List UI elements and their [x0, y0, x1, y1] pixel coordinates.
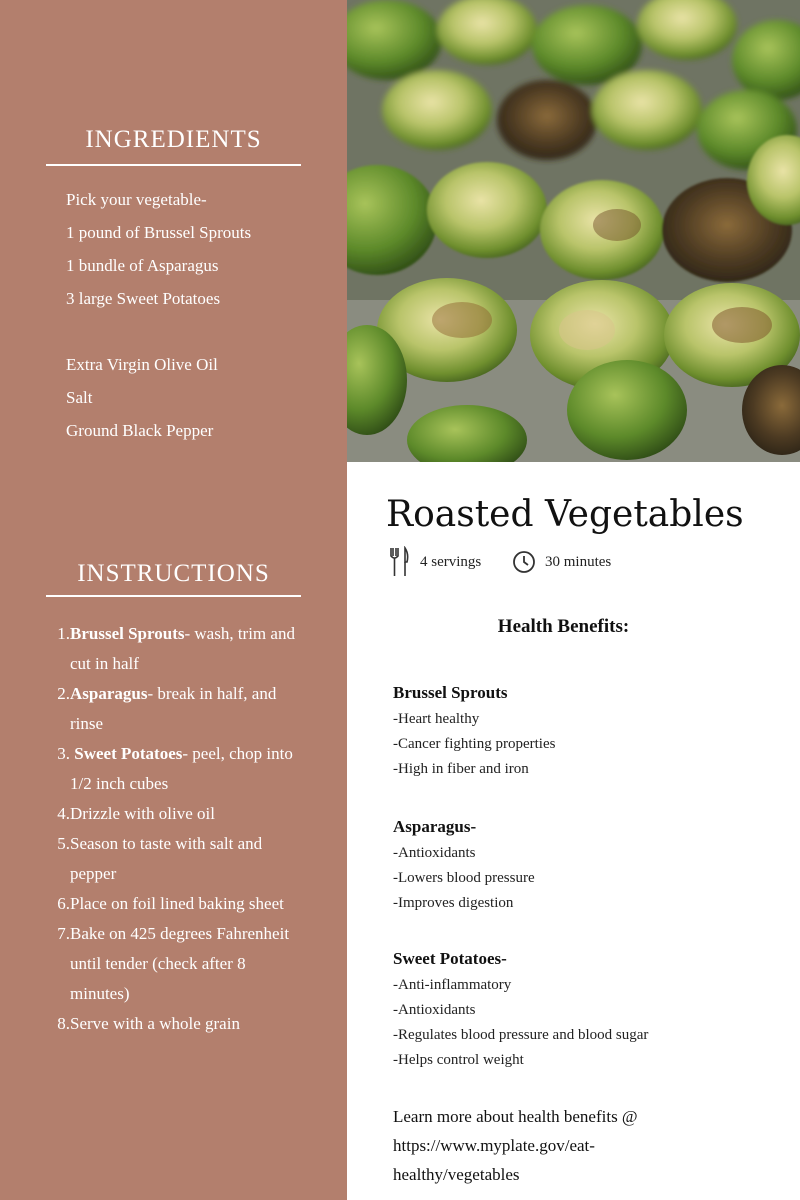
ingredients-title: INGREDIENTS [85, 126, 262, 153]
instruction-step [55, 679, 305, 739]
ingredient-item: Ground Black Pepper [66, 421, 214, 440]
benefit-group-brussel-sprouts [393, 679, 555, 782]
benefit-item: -Helps control weight [393, 1052, 524, 1068]
instruction-step [55, 619, 305, 679]
benefit-group-name: Brussel Sprouts [393, 683, 508, 702]
benefit-item: -Lowers blood pressure [393, 870, 535, 886]
servings-text: 4 servings [420, 553, 482, 570]
ingredients-sidebar [0, 0, 347, 1200]
benefit-item: -Heart healthy [393, 711, 480, 727]
step-number: 4. [57, 804, 70, 823]
step-number: 2. [57, 684, 70, 703]
benefit-item: -Antioxidants [393, 1002, 476, 1018]
step-text: Bake on 425 degrees Fahrenheit until tender (check after 8 minutes) [70, 924, 290, 1003]
instruction-step [55, 829, 305, 889]
ingredient-item: 1 bundle of Asparagus [66, 256, 219, 275]
benefit-group-name: Asparagus- [393, 817, 477, 836]
ingredient-item: Salt [66, 388, 93, 407]
step-number: 1. [57, 624, 70, 643]
step-number: 7. [57, 924, 70, 943]
benefit-item: -Regulates blood pressure and blood sugar [393, 1027, 649, 1043]
step-text: - wash, trim and cut in half [70, 624, 295, 673]
clock-icon [512, 550, 536, 574]
benefit-group-name: Sweet Potatoes- [393, 949, 507, 968]
fork-knife-icon [390, 546, 410, 578]
benefit-item: -Anti-inflammatory [393, 977, 512, 993]
ingredients-list [66, 186, 251, 450]
ingredient-spacer [66, 318, 251, 351]
roasted-vegetables-image [347, 0, 800, 462]
time-text: 30 minutes [545, 553, 612, 570]
benefit-item: -High in fiber and iron [393, 761, 529, 777]
step-text: Drizzle with olive oil [70, 804, 215, 823]
instruction-step [55, 919, 305, 1009]
instructions-list [55, 619, 305, 1039]
step-number: 8. [57, 1014, 70, 1033]
step-number: 6. [57, 894, 70, 913]
instruction-step [55, 1009, 305, 1039]
step-highlight: Sweet Potatoes [70, 744, 183, 763]
step-number: 5. [57, 834, 70, 853]
step-text: Place on foil lined baking sheet [70, 894, 284, 913]
step-highlight: Asparagus [70, 684, 148, 703]
instruction-step [55, 799, 305, 829]
learn-more-text: Learn more about health benefits @ https://www.myplate.gov/eat-healthy/vegetables [393, 1107, 638, 1184]
ingredient-item: 3 large Sweet Potatoes [66, 289, 221, 308]
step-text: - break in half, and rinse [70, 684, 277, 733]
step-text: Serve with a whole grain [70, 1014, 240, 1033]
benefit-item: -Improves digestion [393, 895, 514, 911]
benefit-group-asparagus [393, 813, 535, 916]
step-text: Season to taste with salt and pepper [70, 834, 263, 883]
ingredient-item: 1 pound of Brussel Sprouts [66, 223, 252, 242]
benefit-group-sweet-potatoes [393, 945, 648, 1073]
brussels-sprouts-photo [347, 0, 800, 462]
instruction-step [55, 739, 305, 799]
step-number: 3. [57, 744, 70, 763]
ingredient-item: Extra Virgin Olive Oil [66, 355, 218, 374]
health-benefits-heading: Health Benefits: [497, 616, 630, 637]
benefit-item: -Antioxidants [393, 845, 476, 861]
instruction-step [55, 889, 305, 919]
servings-info [390, 546, 481, 578]
instructions-title: INSTRUCTIONS [77, 560, 270, 587]
instructions-divider [46, 595, 301, 597]
ingredients-divider [46, 164, 301, 166]
time-info [512, 546, 611, 578]
recipe-title: Roasted Vegetables [386, 494, 744, 535]
ingredient-item: Pick your vegetable- [66, 190, 207, 209]
step-highlight: Brussel Sprouts [70, 624, 185, 643]
step-text: - peel, chop into 1/2 inch cubes [70, 744, 293, 793]
benefit-item: -Cancer fighting properties [393, 736, 556, 752]
